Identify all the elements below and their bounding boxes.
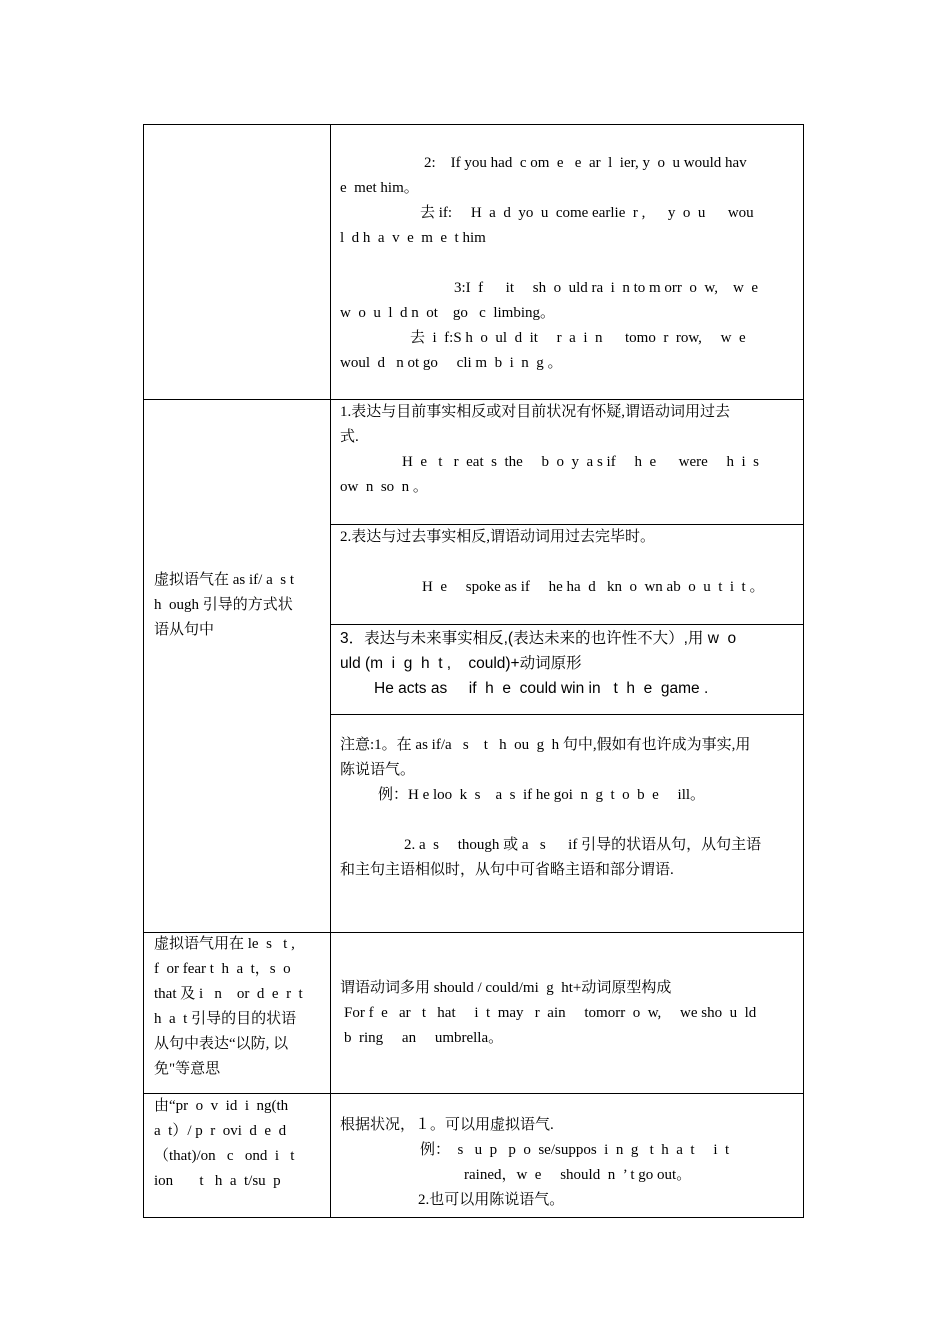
text-line: 2: If you had c om e e ar l ier, y o u would hav: [424, 155, 747, 171]
text-line: ow n so n 。: [340, 479, 428, 495]
text-line: l d h a v e m e t him: [340, 230, 486, 246]
text-line: 式.: [340, 429, 359, 445]
label-line: h ough 引导的方式状: [154, 597, 293, 613]
label-line: 从句中表达“以防, 以: [154, 1036, 289, 1052]
label-line: 语从句中: [154, 622, 215, 638]
text-line: 3．表达与未来事实相反,(表达未来的也许性不大）,用 w o: [340, 630, 737, 647]
text-line: w o u l d n ot go c limbing。: [340, 305, 555, 321]
text-line: 1.表达与目前事实相反或对目前状况有怀疑,谓语动词用过去: [340, 404, 731, 420]
text-line: 注意:1。在 as if/a s t h ou g h 句中,假如有也许成为事实,用: [340, 737, 751, 753]
label-line: h a t 引导的目的状语: [154, 1011, 297, 1027]
label-line: （that)/on c ond i t: [154, 1148, 295, 1164]
text-line: 2. a s though 或 a s if 引导的状语从句，从句主语: [404, 837, 762, 853]
grammar-table: [143, 124, 804, 1218]
text-line: 根据状况，１。可以用虚拟语气.: [340, 1117, 554, 1133]
text-line: 去 if: H a d yo u come earlie r , y o u wou: [420, 205, 754, 221]
text-line: 和主句主语相似时，从句中可省略主语和部分谓语.: [340, 862, 674, 878]
cell-divider: [330, 624, 803, 625]
text-line: For f e ar t hat i t may r ain tomorr o w, we sho u ld: [344, 1005, 757, 1021]
text-line: b ring an umbrella。: [344, 1030, 504, 1046]
text-line: 例： s u p p o se/suppos i n g t h a t i t: [420, 1142, 730, 1158]
text-line: He acts as if h e could win in t h e game .: [374, 680, 709, 697]
cell-divider: [330, 714, 803, 715]
label-line: 由“pr o v id i ng(th: [154, 1098, 289, 1114]
text-line: 3:I f it sh o uld ra i n to m orr o w, w e: [454, 280, 758, 296]
text-line: 陈说语气。: [340, 762, 416, 778]
column-divider: [330, 125, 331, 1217]
text-line: woul d n ot go cli m b i n g 。: [340, 355, 563, 371]
label-line: 虚拟语气在 as if/ a s t: [154, 572, 294, 588]
text-line: 去 i f:S h o ul d it r a i n tomo r row, w e: [410, 330, 746, 346]
text-line: 2.表达与过去事实相反,谓语动词用过去完毕时。: [340, 529, 656, 545]
text-line: 谓语动词多用 should / could/mi g ht+动词原型构成: [340, 980, 672, 996]
text-line: H e spoke as if he ha d kn o wn ab o u t i t 。: [422, 579, 765, 595]
label-line: ion t h a t/su p: [154, 1173, 281, 1189]
label-line: a t）/ p r ovi d e d: [154, 1123, 287, 1139]
text-line: e met him。: [340, 180, 419, 196]
label-line: that 及 i n or d e r t: [154, 986, 303, 1002]
text-line: rained，w e should n ’ t go out。: [464, 1167, 692, 1183]
label-line: f or fear t h a t，s o: [154, 961, 291, 977]
label-line: 虚拟语气用在 le s t ,: [154, 936, 295, 952]
text-line: 例：H e loo k s a s if he goi n g t o b e ill。: [378, 787, 706, 803]
label-line: 免"等意思: [154, 1061, 221, 1077]
text-line: H e t r eat s the b o y a s if h e were h i s: [402, 454, 760, 470]
text-line: uld (m i g h t , could)+动词原形: [340, 655, 582, 672]
text-line: 2.也可以用陈说语气。: [418, 1192, 565, 1208]
